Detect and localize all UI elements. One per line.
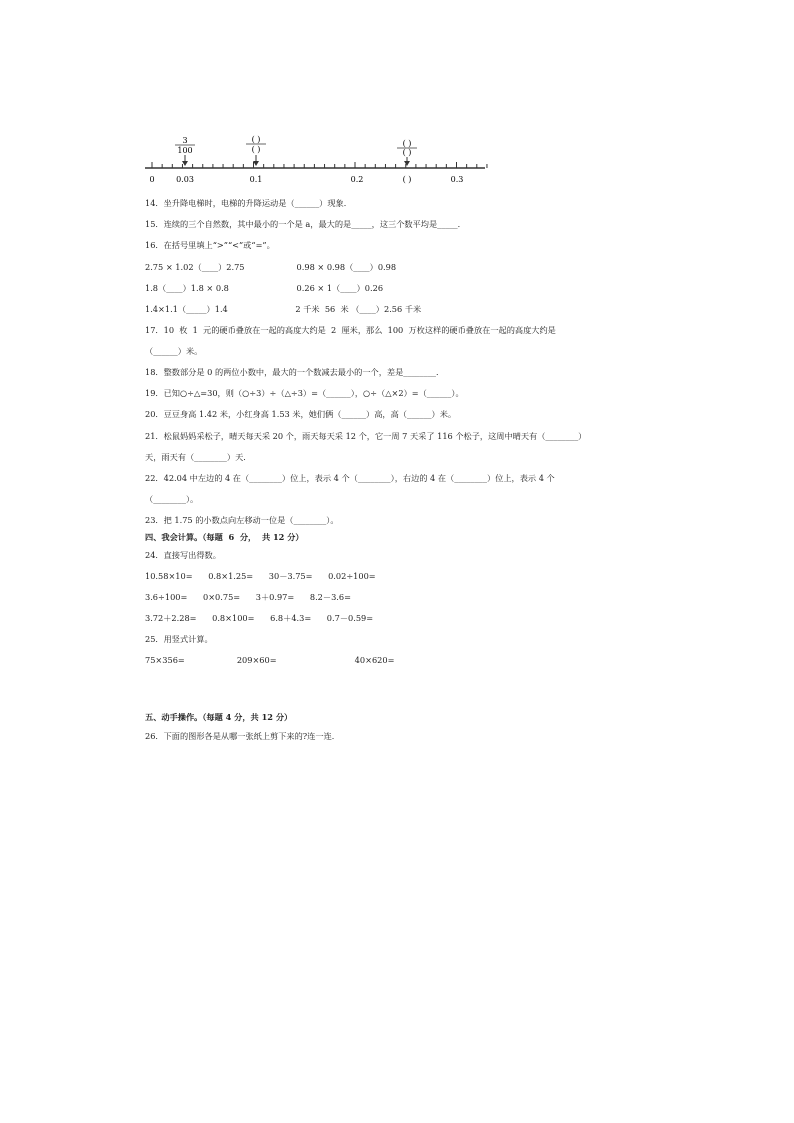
question-24: 24．直接写出得数。	[145, 550, 221, 560]
question-19: 19．已知○÷△=30，则（○÷3）÷（△÷3）=（______），○÷（△×2）=（______）。	[145, 388, 464, 398]
section-5-heading: 五、动手操作。（每题 4 分，共 12 分）	[145, 712, 293, 722]
blank-fraction-top-2: ( )	[402, 139, 412, 148]
question-21: 21．松鼠妈妈采松子，晴天每天采 20 个，雨天每天采 12 个，它一周 7 天采了 116 个松子，这周中晴天有（________）	[145, 431, 587, 441]
tick-label-0-03: 0.03	[176, 175, 194, 184]
number-line-diagram	[140, 128, 500, 188]
question-15: 15．连续的三个自然数，其中最小的一个是 a，最大的是_____，这三个数平均是_____．	[145, 219, 466, 229]
tick-label-0-1: 0.1	[249, 175, 263, 184]
question-17: 17．10 枚 1 元的硬币叠放在一起的高度大约是 2 厘米，那么 100 万枚这样的硬币叠放在一起的高度大约是	[145, 325, 556, 335]
vertical-calc-row: 75×356= 209×60= 40×620=	[145, 655, 395, 665]
arrow-3	[404, 157, 410, 166]
blank-fraction-bottom-1: ( )	[251, 145, 261, 154]
section-4-heading: 四、我会计算。（每题 6 分， 共 12 分）	[145, 532, 304, 542]
blank-fraction-bottom-2: ( )	[402, 148, 412, 157]
question-21-cont: 天，雨天有（________）天．	[145, 452, 252, 462]
question-20: 20．豆豆身高 1.42 米，小红身高 1.53 米，她们俩（______）高，高（______）米。	[145, 409, 457, 419]
calc-row-1: 10.58×10= 0.8×1.25= 30－3.75= 0.02÷100=	[145, 571, 376, 581]
calc-row-2: 3.6÷100= 0×0.75= 3＋0.97= 8.2－3.6=	[145, 592, 351, 602]
tick-label-0-2: 0.2	[350, 175, 364, 184]
question-16: 16．在括号里填上“>”“<”或“=”。	[145, 240, 275, 250]
compare-row-3: 1.4×1.1（_____）1.4 2 千米 56 米 （____）2.56 千米	[145, 304, 422, 314]
question-18: 18．整数部分是 0 的两位小数中，最大的一个数减去最小的一个，差是________．	[145, 367, 445, 377]
tick-label-0-3: 0.3	[450, 175, 464, 184]
blank-fraction-top-1: ( )	[251, 135, 261, 144]
fraction-denominator: 100	[177, 146, 193, 155]
question-25: 25．用竖式计算。	[145, 634, 213, 644]
tick-label-blank: ( )	[402, 175, 412, 184]
compare-row-1: 2.75 × 1.02（____）2.75 0.98 × 0.98（____）0.98	[145, 262, 397, 272]
calc-row-3: 3.72＋2.28= 0.8×100= 6.8＋4.3= 0.7－0.59=	[145, 613, 374, 623]
question-14: 14．坐升降电梯时，电梯的升降运动是（______）现象．	[145, 198, 352, 208]
question-22: 22．42.04 中左边的 4 在（________）位上，表示 4 个（________），右边的 4 在（________）位上，表示 4 个	[145, 473, 555, 483]
question-23: 23．把 1.75 的小数点向左移动一位是（________）。	[145, 515, 339, 525]
question-26: 26．下面的图形各是从哪一张纸上剪下来的?连一连．	[145, 731, 340, 741]
fraction-numerator: 3	[182, 136, 188, 145]
compare-row-2: 1.8（____）1.8 × 0.8 0.26 × 1（____）0.26	[145, 283, 384, 293]
question-22-cont: （________）。	[145, 494, 199, 504]
number-line-ticks	[152, 162, 487, 168]
question-17-cont: （______）米。	[145, 346, 203, 356]
tick-label-0: 0	[149, 175, 155, 184]
